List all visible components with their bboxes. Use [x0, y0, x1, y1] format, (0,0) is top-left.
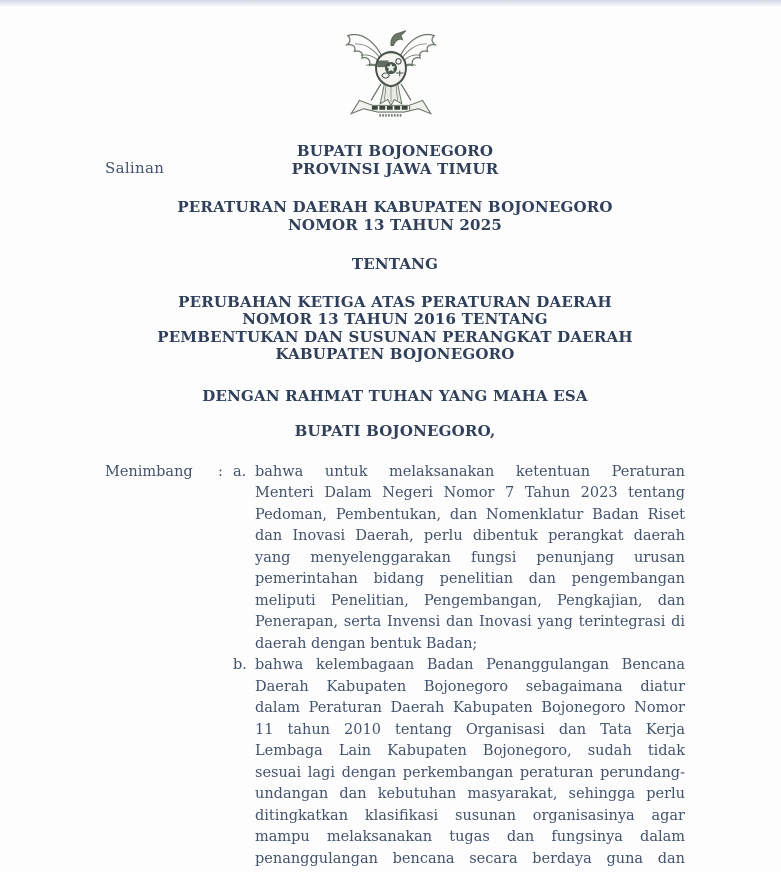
- letterhead: [105, 143, 685, 178]
- item-marker: b.: [233, 657, 247, 673]
- regulation-title: [105, 199, 685, 234]
- copy-label: Salinan: [105, 159, 165, 177]
- considering-item-b: [233, 655, 685, 870]
- item-text: bahwa untuk melaksanakan ketentuan Peraturan Menteri Dalam Negeri Nomor 7 Tahun 2023 tentang Pedoman, Pembentukan, dan Nomenklatur Badan Riset dan Inovasi Daerah, perlu dibentuk perangkat daerah yang menyelenggarakan fungsi penunjang urusan pemerintahan bidang penelitian dan pengembangan meliputi Penelitian, Pengembangan, Pengkajian, dan Penerapan, serta Invensi dan Inovasi yang terintegrasi di daerah dengan bentuk Badan;: [255, 463, 685, 652]
- subject-block: [105, 294, 685, 364]
- subject-line: PEMBENTUKAN DAN SUSUNAN PERANGKAT DAERAH: [157, 327, 633, 346]
- subject-line: NOMOR 13 TAHUN 2016 TENTANG: [242, 310, 548, 328]
- regulation-title-number: NOMOR 13 TAHUN 2025: [288, 215, 502, 234]
- subject-line: KABUPATEN BOJONEGORO: [275, 345, 515, 363]
- scan-edge-artifact: [0, 0, 781, 7]
- enacting-authority: BUPATI BOJONEGORO,: [294, 422, 496, 440]
- item-marker: a.: [233, 463, 247, 480]
- item-text: bahwa kelembagaan Badan Penanggulangan Bencana Daerah Kabupaten Bojonegoro sebagaimana diatur dalam Peraturan Daerah Kabupaten Bojonegoro Nomor 11 tahun 2010 tentang Organisasi dan Tata Kerja Lembaga Lain Kabupaten Bojonegoro, sudah tidak sesuai lagi dengan perkembangan peraturan perundang- undangan dan kebutuhan masyarakat, sehingga perlu ditingkatkan klasifikasi susunan organisasinya agar mampu melaksanakan tugas dan fungsinya dalam penanggulangan bencana secara berdaya guna dan: [255, 657, 685, 867]
- considering-separator: :: [218, 463, 223, 480]
- garuda-pancasila-emblem: [341, 24, 441, 126]
- considering-section: [105, 462, 781, 871]
- subject-line: PERUBAHAN KETIGA ATAS PERATURAN DAERAH: [178, 292, 612, 311]
- regulation-title-line1: PERATURAN DAERAH KABUPATEN BOJONEGORO: [177, 198, 613, 216]
- about-label: TENTANG: [351, 255, 439, 273]
- invocation: DENGAN RAHMAT TUHAN YANG MAHA ESA: [202, 386, 588, 405]
- letterhead-province: PROVINSI JAWA TIMUR: [291, 159, 499, 178]
- considering-label: Menimbang: [105, 463, 193, 480]
- letterhead-office: BUPATI BOJONEGORO: [296, 142, 494, 160]
- considering-item-a: [233, 462, 685, 656]
